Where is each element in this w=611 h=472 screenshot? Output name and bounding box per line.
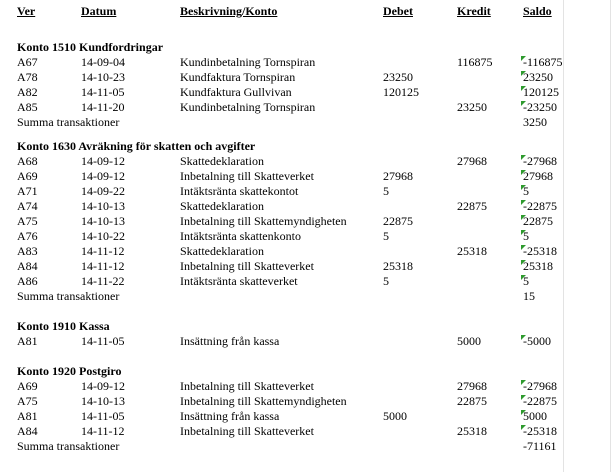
cell-beskrivning: Kundfaktura Gullvivan xyxy=(180,85,292,99)
cell-ver: A69 xyxy=(17,379,38,393)
cell-beskrivning: Inbetalning till Skatteverket xyxy=(180,379,314,393)
table-row xyxy=(0,169,611,184)
cell-ver: A84 xyxy=(17,424,38,438)
table-row xyxy=(0,394,611,409)
saldo-value: 5000 xyxy=(523,409,547,423)
account-title: Konto 1920 Postgiro xyxy=(17,364,122,378)
cell-datum: 14-09-12 xyxy=(81,169,125,183)
cell-saldo xyxy=(523,259,553,274)
cell-kredit: 27968 xyxy=(457,154,487,168)
saldo-value: -5000 xyxy=(523,334,551,348)
cell-beskrivning: Skattedeklaration xyxy=(180,199,264,213)
cell-ver: A75 xyxy=(17,394,38,408)
cell-debet: 5000 xyxy=(383,409,407,423)
table-row xyxy=(0,100,611,115)
cell-datum: 14-11-05 xyxy=(81,85,125,99)
header-datum: Datum xyxy=(81,4,117,18)
cell-beskrivning: Inbetalning till Skatteverket xyxy=(180,424,314,438)
saldo-value: 27968 xyxy=(523,169,553,183)
cell-kredit: 22875 xyxy=(457,394,487,408)
cell-ver: A85 xyxy=(17,100,38,114)
summary-row xyxy=(0,439,611,454)
cell-debet: 5 xyxy=(383,229,389,243)
cell-saldo xyxy=(523,154,557,169)
cell-ver: A75 xyxy=(17,214,38,228)
cell-beskrivning: Kundinbetalning Tornspiran xyxy=(180,100,316,114)
cell-datum: 14-09-12 xyxy=(81,154,125,168)
cell-saldo xyxy=(523,214,553,229)
cell-saldo xyxy=(523,394,557,409)
saldo-value: -25318 xyxy=(523,424,557,438)
cell-saldo xyxy=(523,199,557,214)
cell-saldo xyxy=(523,184,529,199)
cell-kredit: 25318 xyxy=(457,424,487,438)
cell-ver: A67 xyxy=(17,55,38,69)
account-title-row xyxy=(0,139,611,154)
summary-row xyxy=(0,289,611,304)
header-kredit: Kredit xyxy=(457,4,491,18)
cell-ver: A86 xyxy=(17,274,38,288)
table-row xyxy=(0,379,611,394)
cell-debet: 23250 xyxy=(383,70,413,84)
cell-datum: 14-11-22 xyxy=(81,274,125,288)
cell-kredit: 5000 xyxy=(457,334,481,348)
cell-ver: A82 xyxy=(17,85,38,99)
cell-saldo xyxy=(523,244,557,259)
cell-kredit: 23250 xyxy=(457,100,487,114)
cell-beskrivning: Skattedeklaration xyxy=(180,244,264,258)
cell-debet: 27968 xyxy=(383,169,413,183)
table-row xyxy=(0,274,611,289)
cell-datum: 14-09-04 xyxy=(81,55,125,69)
cell-ver: A74 xyxy=(17,199,38,213)
table-row xyxy=(0,229,611,244)
cell-debet: 25318 xyxy=(383,259,413,273)
summary-value: 15 xyxy=(523,289,535,303)
cell-kredit: 25318 xyxy=(457,244,487,258)
cell-datum: 14-11-05 xyxy=(81,409,125,423)
table-row xyxy=(0,259,611,274)
header-row xyxy=(0,4,611,19)
cell-saldo xyxy=(523,169,553,184)
table-row xyxy=(0,154,611,169)
account-title-row xyxy=(0,319,611,334)
cell-saldo xyxy=(523,100,557,115)
table-row xyxy=(0,184,611,199)
cell-ver: A84 xyxy=(17,259,38,273)
cell-ver: A81 xyxy=(17,409,38,423)
cell-beskrivning: Intäktsränta skatteverket xyxy=(180,274,298,288)
cell-saldo xyxy=(523,70,553,85)
cell-kredit: 27968 xyxy=(457,379,487,393)
cell-beskrivning: Intäktsränta skattekontot xyxy=(180,184,299,198)
header-saldo: Saldo xyxy=(523,4,552,18)
account-title: Konto 1630 Avräkning för skatten och avgifter xyxy=(17,139,256,153)
cell-beskrivning: Kundfaktura Tornspiran xyxy=(180,70,296,84)
saldo-value: 5 xyxy=(523,274,529,288)
summary-label: Summa transaktioner xyxy=(17,115,120,129)
cell-datum: 14-11-12 xyxy=(81,244,125,258)
header-beskrivning: Beskrivning/Konto xyxy=(180,4,278,18)
cell-ver: A78 xyxy=(17,70,38,84)
cell-kredit: 116875 xyxy=(457,55,493,69)
header-debet: Debet xyxy=(383,4,413,18)
cell-saldo xyxy=(523,334,551,349)
cell-saldo xyxy=(523,274,529,289)
cell-beskrivning: Inbetalning till Skatteverket xyxy=(180,259,314,273)
cell-ver: A76 xyxy=(17,229,38,243)
cell-datum: 14-10-13 xyxy=(81,394,125,408)
cell-ver: A83 xyxy=(17,244,38,258)
account-title: Konto 1510 Kundfordringar xyxy=(17,40,164,54)
table-row xyxy=(0,70,611,85)
cell-datum: 14-10-13 xyxy=(81,214,125,228)
table-row xyxy=(0,409,611,424)
cell-datum: 14-09-22 xyxy=(81,184,125,198)
summary-value: -71161 xyxy=(523,439,557,453)
account-title: Konto 1910 Kassa xyxy=(17,319,110,333)
saldo-value: 5 xyxy=(523,184,529,198)
cell-kredit: 22875 xyxy=(457,199,487,213)
table-row xyxy=(0,244,611,259)
cell-saldo xyxy=(523,85,559,100)
cell-beskrivning: Skattedeklaration xyxy=(180,154,264,168)
summary-label: Summa transaktioner xyxy=(17,289,120,303)
cell-saldo xyxy=(523,55,563,70)
cell-datum: 14-11-12 xyxy=(81,259,125,273)
table-row xyxy=(0,55,611,70)
table-row xyxy=(0,85,611,100)
saldo-value: -27968 xyxy=(523,379,557,393)
cell-ver: A69 xyxy=(17,169,38,183)
cell-datum: 14-10-22 xyxy=(81,229,125,243)
saldo-value: 5 xyxy=(523,229,529,243)
cell-datum: 14-09-12 xyxy=(81,379,125,393)
saldo-value: -22875 xyxy=(523,199,557,213)
account-title-row xyxy=(0,364,611,379)
account-title-row xyxy=(0,40,611,55)
cell-debet: 120125 xyxy=(383,85,419,99)
cell-datum: 14-10-13 xyxy=(81,199,125,213)
summary-row xyxy=(0,115,611,130)
table-row xyxy=(0,424,611,439)
table-row xyxy=(0,334,611,349)
cell-datum: 14-11-20 xyxy=(81,100,125,114)
table-row xyxy=(0,214,611,229)
saldo-value: 120125 xyxy=(523,85,559,99)
cell-ver: A68 xyxy=(17,154,38,168)
header-ver: Ver xyxy=(17,4,36,18)
cell-beskrivning: Intäktsränta skattenkonto xyxy=(180,229,301,243)
cell-ver: A71 xyxy=(17,184,38,198)
saldo-value: -23250 xyxy=(523,100,557,114)
saldo-value: -27968 xyxy=(523,154,557,168)
cell-saldo xyxy=(523,424,557,439)
cell-debet: 5 xyxy=(383,184,389,198)
cell-datum: 14-11-05 xyxy=(81,334,125,348)
saldo-value: 25318 xyxy=(523,259,553,273)
cell-beskrivning: Inbetalning till Skattemyndigheten xyxy=(180,394,347,408)
cell-debet: 5 xyxy=(383,274,389,288)
cell-debet: 22875 xyxy=(383,214,413,228)
cell-saldo xyxy=(523,379,557,394)
cell-saldo xyxy=(523,409,547,424)
saldo-value: -25318 xyxy=(523,244,557,258)
cell-saldo xyxy=(523,229,529,244)
cell-beskrivning: Insättning från kassa xyxy=(180,334,280,348)
cell-ver: A81 xyxy=(17,334,38,348)
cell-datum: 14-11-12 xyxy=(81,424,125,438)
table-row xyxy=(0,199,611,214)
summary-label: Summa transaktioner xyxy=(17,439,120,453)
cell-beskrivning: Inbetalning till Skatteverket xyxy=(180,169,314,183)
cell-beskrivning: Kundinbetalning Tornspiran xyxy=(180,55,316,69)
cell-beskrivning: Insättning från kassa xyxy=(180,409,280,423)
cell-beskrivning: Inbetalning till Skattemyndigheten xyxy=(180,214,347,228)
saldo-value: 23250 xyxy=(523,70,553,84)
summary-value: 3250 xyxy=(523,115,547,129)
cell-datum: 14-10-23 xyxy=(81,70,125,84)
saldo-value: -116875 xyxy=(523,55,563,69)
saldo-value: 22875 xyxy=(523,214,553,228)
saldo-value: -22875 xyxy=(523,394,557,408)
